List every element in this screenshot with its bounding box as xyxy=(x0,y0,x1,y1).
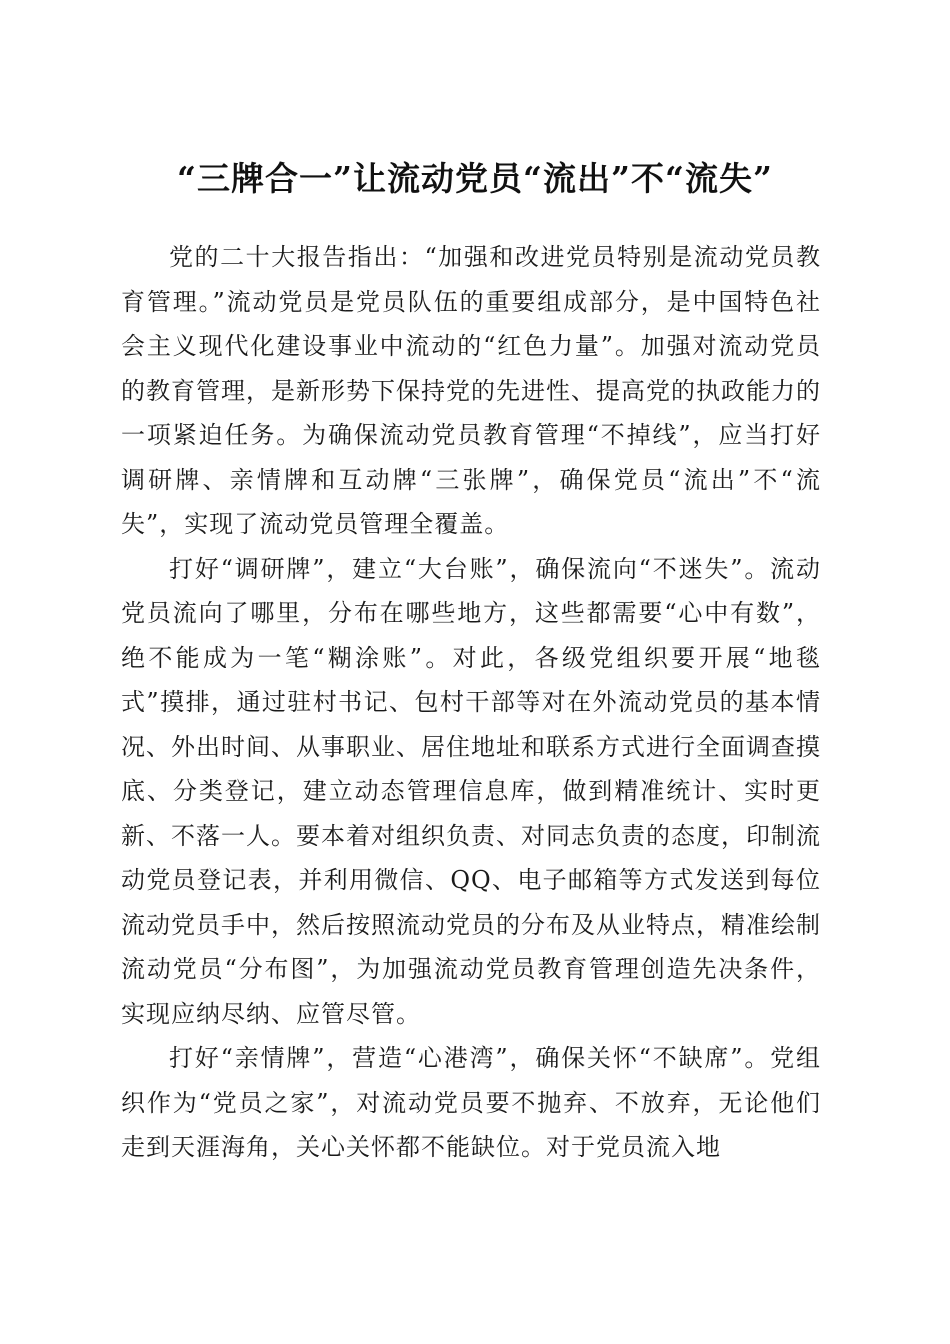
document-title: “三牌合一”让流动党员“流出”不“流失” xyxy=(177,159,773,199)
paragraph-3: 打好“亲情牌”，营造“心港湾”，确保关怀“不缺席”。党组织作为“党员之家”，对流动党员要不抛弃、不放弃，无论他们走到天涯海角，关心关怀都不能缺位。对于党员流入地 xyxy=(121,1044,821,1161)
document-body xyxy=(121,235,821,1170)
paragraph-1: 党的二十大报告指出：“加强和改进党员特别是流动党员教育管理。”流动党员是党员队伍的重要组成部分，是中国特色社会主义现代化建设事业中流动的“红色力量”。加强对流动党员的教育管理，是新形势下保持党的先进性、提高党的执政能力的一项紧迫任务。为确保流动党员教育管理“不掉线”，应当打好调研牌、亲情牌和互动牌“三张牌”，确保党员“流出”不“流失”，实现了流动党员管理全覆盖。 xyxy=(121,243,821,538)
paragraph-2: 打好“调研牌”，建立“大台账”，确保流向“不迷失”。流动党员流向了哪里，分布在哪些地方，这些都需要“心中有数”，绝不能成为一笔“糊涂账”。对此，各级党组织要开展“地毯式”摸排，通过驻村书记、包村干部等对在外流动党员的基本情况、外出时间、从事职业、居住地址和联系方式进行全面调查摸底、分类登记，建立动态管理信息库，做到精准统计、实时更新、不落一人。要本着对组织负责、对同志负责的态度，印制流动党员登记表，并利用微信、QQ、电子邮箱等方式发送到每位流动党员手中，然后按照流动党员的分布及从业特点，精准绘制流动党员“分布图”，为加强流动党员教育管理创造先决条件，实现应纳尽纳、应管尽管。 xyxy=(121,554,821,1028)
